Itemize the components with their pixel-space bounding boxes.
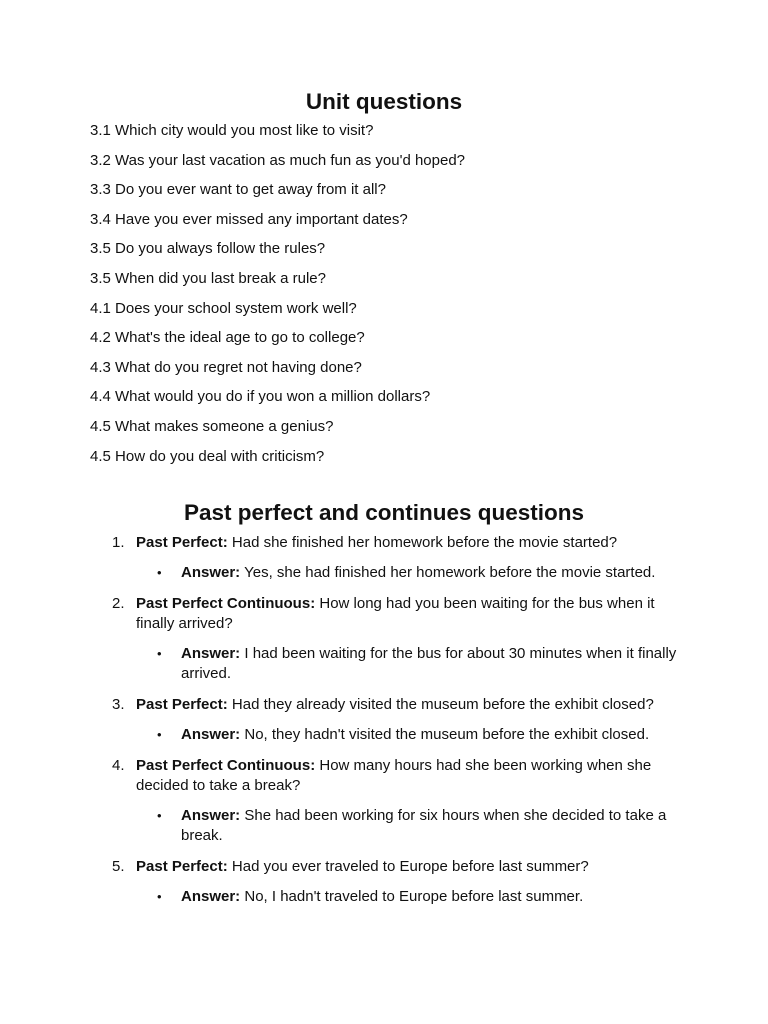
answer-item bbox=[136, 563, 678, 583]
bullet-icon: • bbox=[157, 888, 162, 904]
unit-questions-list bbox=[90, 122, 678, 466]
bullet-icon: • bbox=[157, 564, 162, 580]
past-perfect-title: Past perfect and continues questions bbox=[183, 499, 585, 525]
item-number: 5. bbox=[112, 857, 125, 875]
tense-label: Past Perfect: bbox=[136, 857, 228, 875]
answer-body: No, I hadn't traveled to Europe before last summer. bbox=[244, 887, 584, 905]
answer-list bbox=[136, 806, 678, 846]
answer-list bbox=[136, 887, 678, 907]
question-text bbox=[136, 533, 678, 553]
question-text bbox=[136, 857, 678, 877]
past-perfect-item bbox=[90, 695, 678, 745]
question-text bbox=[136, 756, 678, 796]
answer-label: Answer: bbox=[181, 887, 241, 905]
unit-question-item: 4.1 Does your school system work well? bbox=[90, 299, 357, 317]
past-perfect-list bbox=[90, 533, 678, 907]
bullet-icon: • bbox=[157, 645, 162, 661]
answer-item bbox=[136, 644, 678, 684]
document-page bbox=[90, 89, 678, 918]
past-perfect-section bbox=[90, 499, 678, 907]
answer-body: She had been working for six hours when she decided to take a break. bbox=[181, 806, 667, 844]
question-body: Had she finished her homework before the movie started? bbox=[231, 533, 618, 551]
unit-question-item: 4.3 What do you regret not having done? bbox=[90, 358, 362, 376]
answer-item bbox=[136, 725, 678, 745]
answer-list bbox=[136, 725, 678, 745]
item-number: 4. bbox=[112, 756, 125, 774]
item-number: 2. bbox=[112, 594, 125, 612]
tense-label: Past Perfect: bbox=[136, 695, 228, 713]
unit-question-item: 3.5 When did you last break a rule? bbox=[90, 269, 326, 287]
item-number: 1. bbox=[112, 533, 125, 551]
answer-label: Answer: bbox=[181, 806, 241, 824]
unit-question-item: 3.4 Have you ever missed any important dates? bbox=[90, 210, 408, 228]
answer-label: Answer: bbox=[181, 725, 241, 743]
unit-question-item: 3.3 Do you ever want to get away from it all? bbox=[90, 181, 386, 199]
tense-label: Past Perfect Continuous: bbox=[136, 594, 316, 612]
tense-label: Past Perfect: bbox=[136, 533, 228, 551]
answer-list bbox=[136, 563, 678, 583]
answer-body: I had been waiting for the bus for about 30 minutes when it finally arrived. bbox=[181, 644, 677, 682]
past-perfect-item bbox=[90, 857, 678, 907]
question-body: How long had you been waiting for the bus when it finally arrived? bbox=[136, 594, 655, 632]
question-body: Had they already visited the museum before the exhibit closed? bbox=[231, 695, 654, 713]
bullet-icon: • bbox=[157, 726, 162, 742]
tense-label: Past Perfect Continuous: bbox=[136, 756, 316, 774]
unit-question-item: 4.2 What's the ideal age to go to college? bbox=[90, 329, 365, 347]
unit-question-item: 4.4 What would you do if you won a million dollars? bbox=[90, 388, 431, 406]
past-perfect-item bbox=[90, 533, 678, 583]
unit-questions-title: Unit questions bbox=[305, 89, 463, 114]
answer-body: Yes, she had finished her homework before the movie started. bbox=[244, 563, 656, 581]
answer-item bbox=[136, 806, 678, 846]
answer-label: Answer: bbox=[181, 644, 241, 662]
item-number: 3. bbox=[112, 695, 125, 713]
question-text bbox=[136, 594, 678, 634]
unit-question-item: 4.5 What makes someone a genius? bbox=[90, 417, 334, 435]
answer-label: Answer: bbox=[181, 563, 241, 581]
unit-question-item: 4.5 How do you deal with criticism? bbox=[90, 447, 325, 465]
question-text bbox=[136, 695, 678, 715]
question-body: Had you ever traveled to Europe before last summer? bbox=[231, 857, 589, 875]
past-perfect-item bbox=[90, 756, 678, 846]
unit-question-item: 3.2 Was your last vacation as much fun as you'd hoped? bbox=[90, 151, 466, 169]
answer-item bbox=[136, 887, 678, 907]
unit-question-item: 3.5 Do you always follow the rules? bbox=[90, 240, 326, 258]
question-body: How many hours had she been working when she decided to take a break? bbox=[136, 756, 652, 794]
past-perfect-item bbox=[90, 594, 678, 684]
unit-question-item: 3.1 Which city would you most like to visit? bbox=[90, 122, 374, 139]
bullet-icon: • bbox=[157, 807, 162, 823]
answer-body: No, they hadn't visited the museum before the exhibit closed. bbox=[244, 725, 650, 743]
answer-list bbox=[136, 644, 678, 684]
